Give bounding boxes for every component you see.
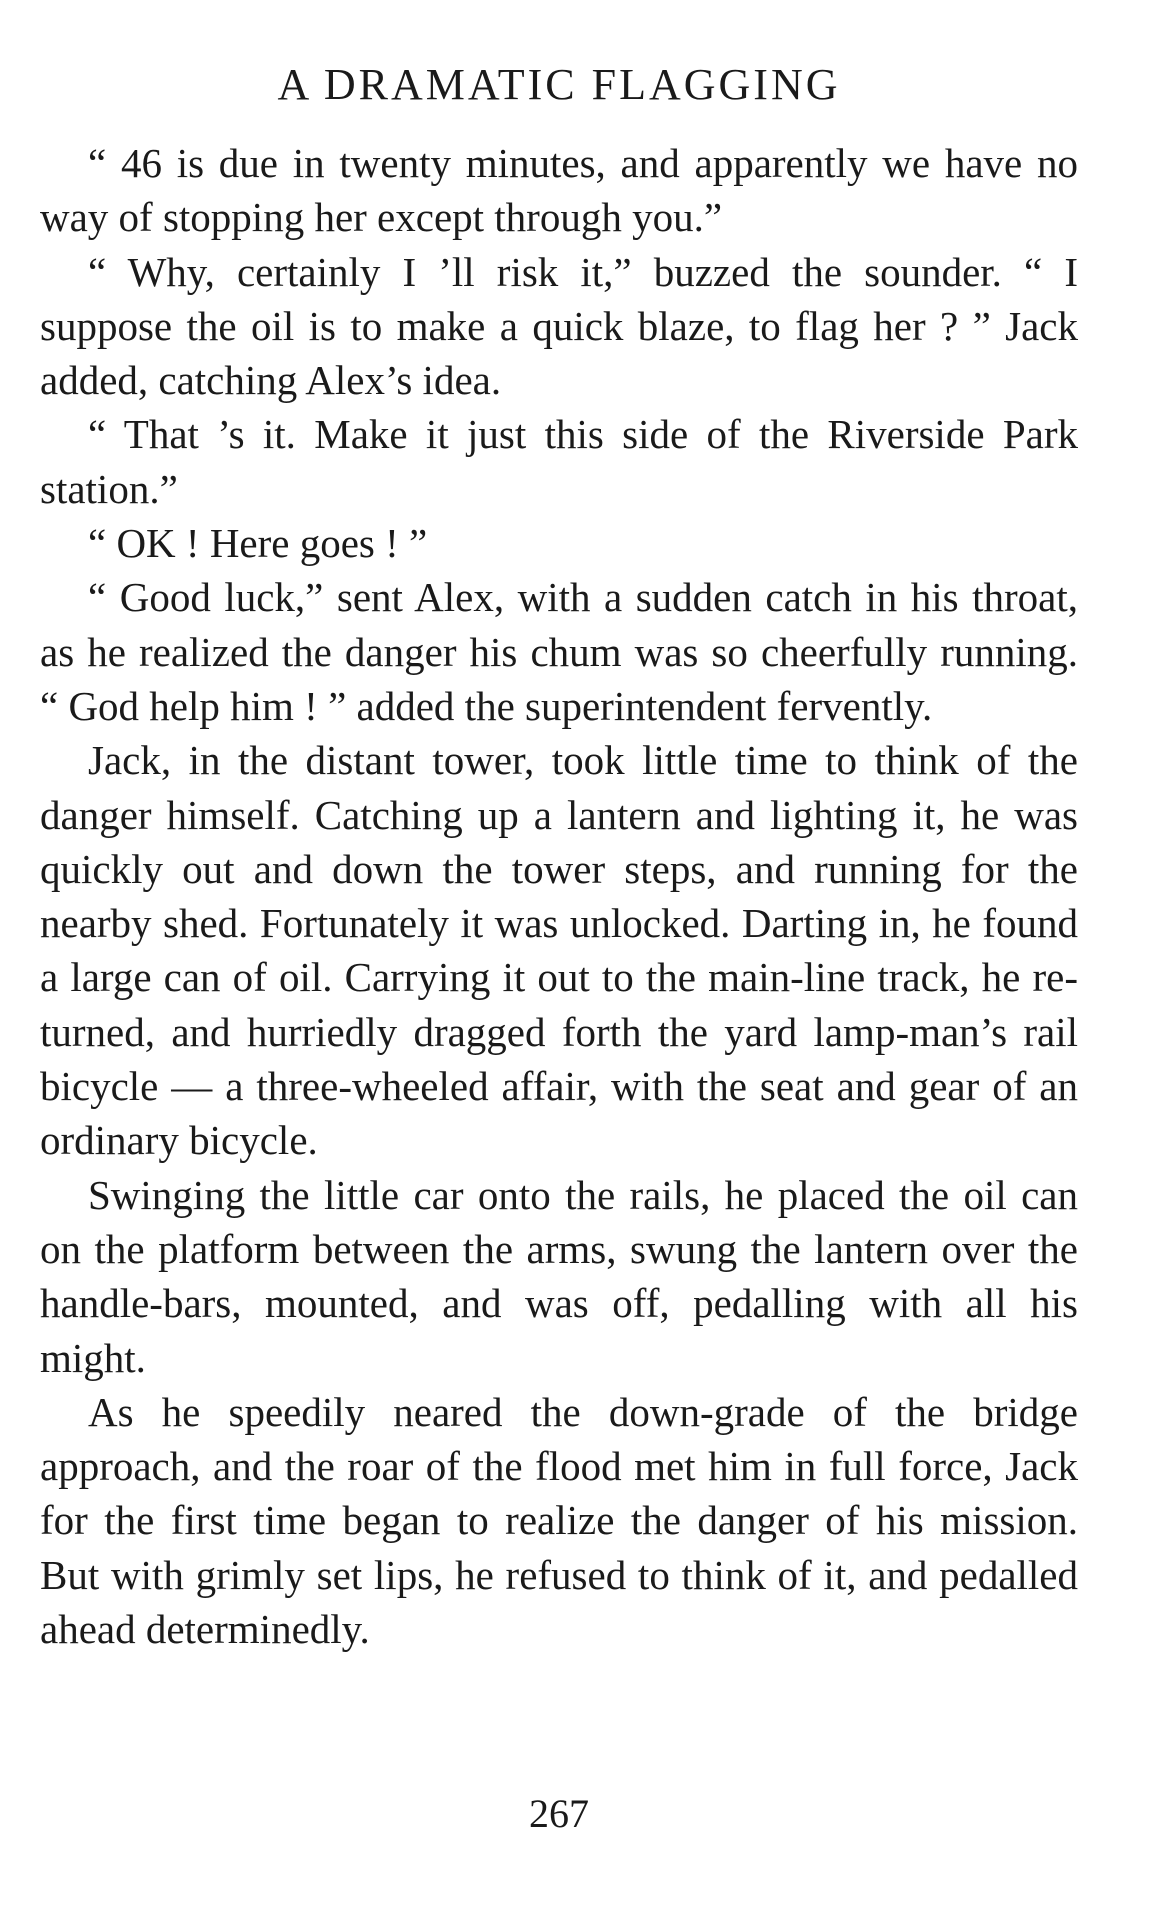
- paragraph: Jack, in the distant tower, took little time to think of the danger himself. Catching up a lantern and lighting it, he was quickly out and down the tower steps, and running for the nearby shed. Fortunately it was unlocked. Darting in, he found a large can of oil. Carrying it out to the main-line track, he re-turned, and hurriedly dragged forth the yard lamp-man’s rail bicycle — a three-wheeled affair, with the seat and gear of an ordinary bicycle.: [40, 737, 1078, 1164]
- body-text: [40, 136, 1078, 1656]
- paragraph: As he speedily neared the down-grade of the bridge approach, and the roar of the flood met him in full force, Jack for the first time began to realize the danger of his mission. But with grimly set lips, he refused to think of it, and pedalled ahead determinedly.: [40, 1388, 1078, 1653]
- paragraph: Swinging the little car onto the rails, he placed the oil can on the platform between the arms, swung the lantern over the handle-bars, mounted, and was off, pedalling with all his might.: [40, 1171, 1078, 1381]
- paragraph: “ OK ! Here goes ! ”: [88, 520, 428, 567]
- paragraph: “ Why, certainly I ’ll risk it,” buzzed the sounder. “ I suppose the oil is to make a quick blaze, to flag her ? ” Jack added, catching Alex’s idea.: [40, 248, 1078, 404]
- paragraph: “ That ’s it. Make it just this side of the Riverside Park station.”: [40, 411, 1078, 512]
- paragraph: “ 46 is due in twenty minutes, and apparently we have no way of stopping her except through you.”: [40, 140, 1078, 241]
- running-head: A DRAMATIC FLAGGING: [277, 60, 841, 109]
- paragraph: “ Good luck,” sent Alex, with a sudden catch in his throat, as he realized the danger his chum was so cheerfully running. “ God help him ! ” added the superintendent fervently.: [40, 574, 1078, 729]
- page-number: 267: [529, 1791, 589, 1836]
